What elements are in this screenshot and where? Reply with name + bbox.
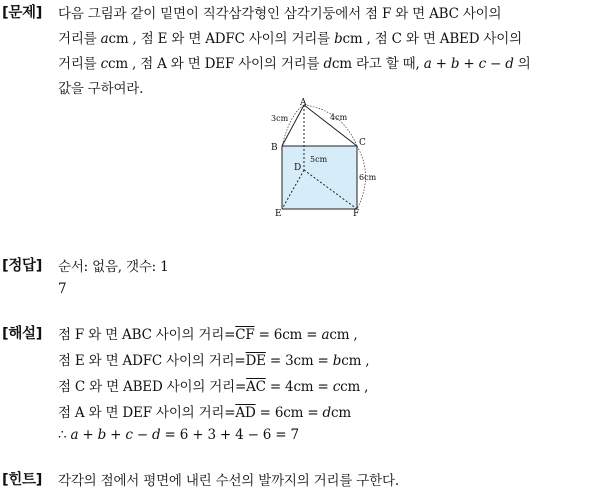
text: 점 A 와 면 DEF 사이의 거리= xyxy=(58,405,236,421)
length-ac: 4cm xyxy=(330,113,348,122)
text: 점 C 와 면 ABED 사이의 거리= xyxy=(58,379,247,395)
text: = 6 + 3 + 4 − 6 = 7 xyxy=(160,427,299,443)
expression: a + b + c − d xyxy=(70,427,161,443)
answer-line-1: 순서: 없음, 갯수: 1 xyxy=(58,259,169,275)
text: cm , 점 C 와 면 ABED 사이의 xyxy=(342,31,522,47)
solution-line-1 xyxy=(58,323,357,343)
var-b: b xyxy=(334,31,343,47)
expression: a + b + c − d xyxy=(423,56,514,72)
text: = 6cm = xyxy=(255,405,323,421)
label-d: D xyxy=(294,163,302,173)
solution-tag: [해설] xyxy=(2,326,43,342)
problem-line-1: 다음 그림과 같이 밑면이 직각삼각형인 삼각기둥에서 점 F 와 면 ABC 사이의 xyxy=(58,6,502,22)
text: cm , xyxy=(340,379,369,395)
label-f: F xyxy=(353,209,360,219)
var-d: d xyxy=(323,56,332,72)
text: cm , 점 E 와 면 ADFC 사이의 거리를 xyxy=(108,31,335,47)
var-c: c xyxy=(100,56,108,72)
var-a: a xyxy=(321,327,330,343)
problem-line-3 xyxy=(58,52,531,72)
label-c: C xyxy=(359,138,366,148)
length-ab: 3cm xyxy=(271,114,289,123)
text: cm , xyxy=(329,327,358,343)
text: = 6cm = xyxy=(254,327,322,343)
var-b: b xyxy=(332,353,342,369)
label-a: A xyxy=(300,98,307,108)
segment-ac: $\overline{AC}$ xyxy=(246,379,266,395)
var-d: d xyxy=(322,405,331,421)
text: 점 E 와 면 ADFC 사이의 거리= xyxy=(58,353,246,369)
solution-line-4 xyxy=(58,401,351,421)
hint-tag: [힌트] xyxy=(2,472,43,488)
length-cf: 6cm xyxy=(359,173,377,182)
answer-tag: [정답] xyxy=(2,258,43,274)
text: cm 라고 할 때, xyxy=(331,56,424,72)
problem-line-2 xyxy=(58,27,522,47)
solution-line-5 xyxy=(58,427,299,443)
text: 점 F 와 면 ABC 사이의 거리= xyxy=(58,327,236,343)
solution-line-3 xyxy=(58,375,368,395)
segment-cf: $\overline{CF}$ xyxy=(235,327,255,343)
text: = 3cm = xyxy=(265,353,333,369)
answer-line-2: 7 xyxy=(58,281,67,297)
segment-ad: $\overline{AD}$ xyxy=(235,405,256,421)
solution-line-2 xyxy=(58,349,369,369)
label-b: B xyxy=(271,143,278,153)
label-e: E xyxy=(275,209,282,219)
text: = 4cm = xyxy=(265,379,333,395)
text: 의 xyxy=(513,56,531,72)
segment-de: $\overline{DE}$ xyxy=(245,353,266,369)
therefore-symbol: ∴ xyxy=(58,427,71,443)
text: cm , 점 A 와 면 DEF 사이의 거리를 xyxy=(108,56,324,72)
text: 거리를 xyxy=(58,56,101,72)
text: cm , xyxy=(341,353,370,369)
prism-figure xyxy=(262,98,412,223)
length-bc: 5cm xyxy=(310,155,328,164)
problem-tag: [문제] xyxy=(2,5,43,21)
problem-line-4: 값을 구하여라. xyxy=(58,81,144,97)
text: 거리를 xyxy=(58,31,101,47)
var-c: c xyxy=(332,379,341,395)
hint-line-1: 각각의 점에서 평면에 내린 수선의 발까지의 거리를 구한다. xyxy=(58,473,399,489)
var-a: a xyxy=(100,31,109,47)
text: cm xyxy=(330,405,351,421)
